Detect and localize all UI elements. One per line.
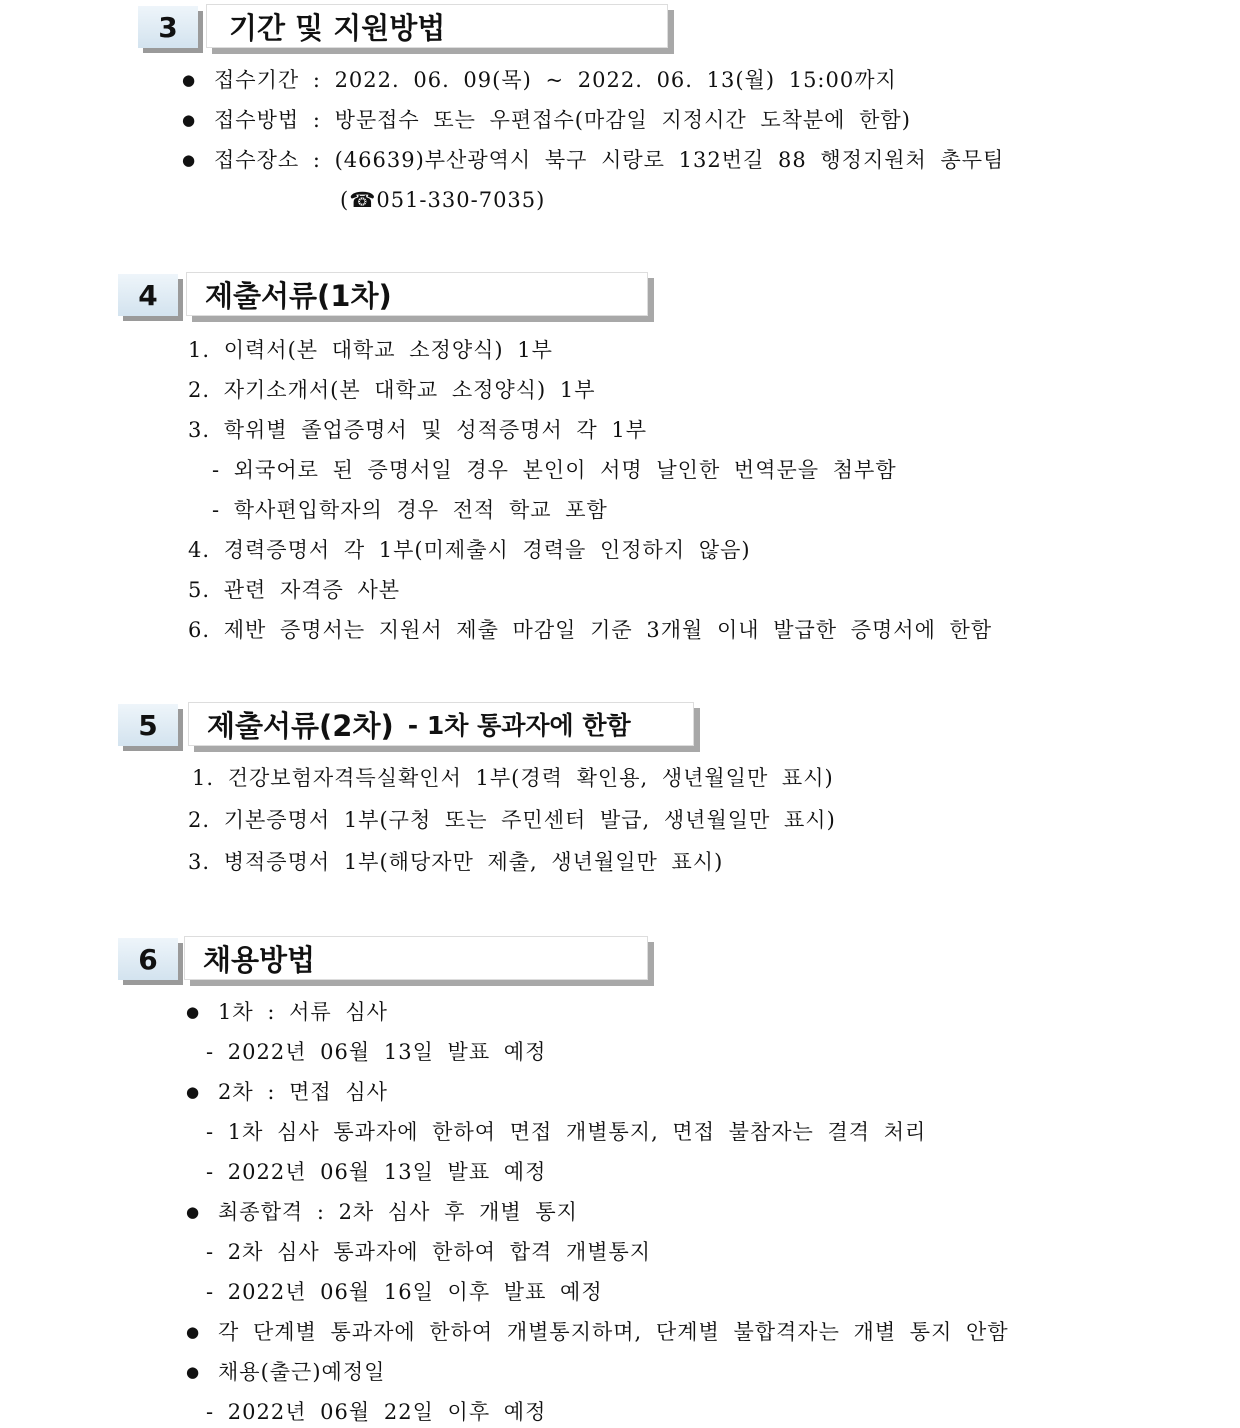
list-item: ● 1차 : 서류 심사	[186, 998, 388, 1026]
list-subitem: - 2022년 06월 13일 발표 예정	[206, 1040, 547, 1064]
list-item: 2. 자기소개서(본 대학교 소정양식) 1부	[188, 378, 596, 402]
section-title: 기간 및 지원방법	[206, 4, 668, 48]
list-item: 2. 기본증명서 1부(구청 또는 주민센터 발급, 생년월일만 표시)	[188, 808, 836, 832]
list-item-continuation: (☎051-330-7035)	[340, 188, 546, 212]
list-item: ● 최종합격 : 2차 심사 후 개별 통지	[186, 1198, 578, 1226]
section-number-badge: 3	[138, 6, 198, 48]
section-title: 제출서류(1차)	[186, 272, 648, 316]
list-subitem: - 2차 심사 통과자에 한하여 합격 개별통지	[206, 1240, 652, 1264]
list-item: ● 접수장소 : (46639)부산광역시 북구 시랑로 132번길 88 행정지원처 총무팀	[182, 146, 1004, 174]
section-title	[188, 702, 694, 746]
list-item: 5. 관련 자격증 사본	[188, 578, 401, 602]
list-subitem: - 1차 심사 통과자에 한하여 면접 개별통지, 면접 불참자는 결격 처리	[206, 1120, 927, 1144]
list-item: ● 채용(출근)예정일	[186, 1358, 385, 1386]
list-subitem: - 2022년 06월 13일 발표 예정	[206, 1160, 547, 1184]
list-item: 1. 이력서(본 대학교 소정양식) 1부	[188, 338, 553, 362]
list-item: 3. 병적증명서 1부(해당자만 제출, 생년월일만 표시)	[188, 850, 724, 874]
list-item: ● 2차 : 면접 심사	[186, 1078, 388, 1106]
list-subitem: - 2022년 06월 22일 이후 예정	[206, 1400, 547, 1424]
list-subitem: - 외국어로 된 증명서일 경우 본인이 서명 날인한 번역문을 첨부함	[212, 458, 897, 482]
list-item: 4. 경력증명서 각 1부(미제출시 경력을 인정하지 않음)	[188, 538, 751, 562]
list-item: 1. 건강보험자격득실확인서 1부(경력 확인용, 생년월일만 표시)	[192, 766, 834, 790]
list-item: ● 접수기간 : 2022. 06. 09(목) ~ 2022. 06. 13(월) 15:00까지	[182, 66, 897, 94]
list-item: ● 각 단계별 통과자에 한하여 개별통지하며, 단계별 불합격자는 개별 통지 안함	[186, 1318, 1009, 1346]
section-number-badge: 5	[118, 704, 178, 746]
section-number-badge: 4	[118, 274, 178, 316]
section-title-main: 제출서류(2차)	[207, 708, 394, 743]
section-title: 채용방법	[184, 936, 648, 980]
section-number-badge: 6	[118, 938, 178, 980]
list-subitem: - 2022년 06월 16일 이후 발표 예정	[206, 1280, 603, 1304]
list-item: 3. 학위별 졸업증명서 및 성적증명서 각 1부	[188, 418, 648, 442]
list-item: ● 접수방법 : 방문접수 또는 우편접수(마감일 지정시간 도착분에 한함)	[182, 106, 911, 134]
section-title-sub: - 1차 통과자에 한함	[407, 711, 631, 740]
list-subitem: - 학사편입학자의 경우 전적 학교 포함	[212, 498, 608, 522]
list-item: 6. 제반 증명서는 지원서 제출 마감일 기준 3개월 이내 발급한 증명서에 한함	[188, 618, 993, 642]
